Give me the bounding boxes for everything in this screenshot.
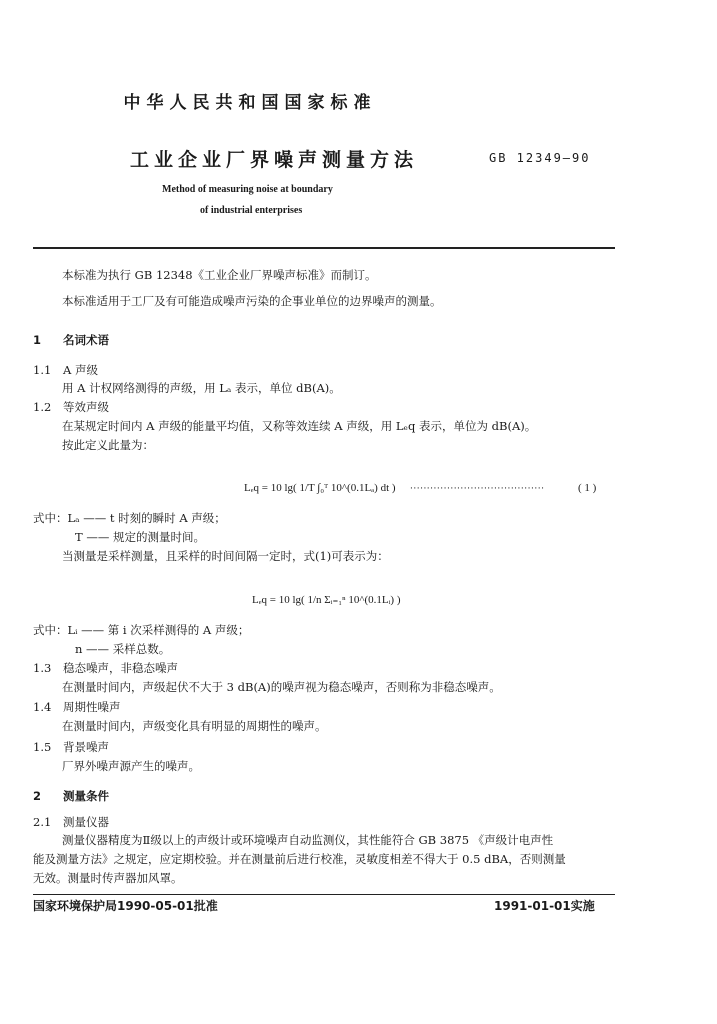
section-number: 2	[33, 789, 42, 803]
where-item: Lₐ —— t 时刻的瞬时 A 声级；	[67, 511, 226, 525]
footer-rule	[33, 894, 615, 895]
subsection-number: 1.1	[33, 363, 52, 377]
subsection-1-2-body-1: 在某规定时间内 A 声级的能量平均值，又称等效连续 A 声级，用 Lₑq 表示，单位为 dB(A)。	[62, 419, 537, 433]
subsection-1-1-body: 用 A 计权网络测得的声级，用 Lₐ 表示，单位 dB(A)。	[62, 381, 341, 395]
effective-date: 1991-01-01实施	[494, 899, 595, 913]
subsection-1-2-body-3: 当测量是采样测量，且采样的时间间隔一定时，式(1)可表示为：	[62, 549, 389, 563]
formula-2-where-line-2: n —— 采样总数。	[75, 642, 171, 656]
subsection-number: 1.2	[33, 400, 52, 414]
subsection-1-5-body: 厂界外噪声源产生的噪声。	[62, 759, 200, 773]
formula-1-where-line-2: T —— 规定的测量时间。	[75, 530, 205, 544]
header-rule	[33, 247, 615, 249]
subsection-2-1-heading	[33, 814, 109, 830]
national-standard-heading: 中华人民共和国国家标准	[123, 93, 377, 113]
standard-number: GB 12349—90	[489, 151, 591, 165]
subsection-1-1-heading	[33, 362, 98, 378]
subsection-2-1-body-line-1: 测量仪器精度为Ⅱ级以上的声级计或环境噪声自动监测仪，其性能符合 GB 3875 《声级计电声性	[62, 833, 554, 847]
subsection-title: 等效声级	[63, 400, 109, 414]
formula-1-where-line-1	[33, 510, 226, 526]
where-label: 式中：	[33, 511, 68, 525]
subsection-2-1-body-line-3: 无效。测量时传声器加风罩。	[33, 871, 183, 885]
formula-2: Lₑq = 10 lg( 1/n Σᵢ₌₁ⁿ 10^(0.1Lᵢ) )	[252, 594, 401, 606]
section-number: 1	[33, 333, 42, 347]
formula-2-where-line-1: 式中：Lᵢ —— 第 i 次采样测得的 A 声级；	[33, 623, 250, 637]
subsection-1-4-body: 在测量时间内，声级变化具有明显的周期性的噪声。	[62, 719, 327, 733]
document-title: 工业企业厂界噪声测量方法	[130, 149, 419, 171]
subsection-1-4-heading	[33, 699, 121, 715]
subsection-title: 测量仪器	[63, 815, 109, 829]
subsection-title: 周期性噪声	[63, 700, 121, 714]
subsection-1-2-heading	[33, 399, 109, 415]
subsection-1-3-heading	[33, 660, 178, 676]
english-title-line1: Method of measuring noise at boundary	[162, 184, 333, 195]
subsection-1-2-body-2: 按此定义此量为：	[62, 438, 154, 452]
section-title: 名词术语	[63, 333, 109, 347]
approval-date: 国家环境保护局1990-05-01批准	[33, 899, 218, 913]
subsection-number: 2.1	[33, 815, 52, 829]
intro-paragraph-2: 本标准适用于工厂及有可能造成噪声污染的企事业单位的边界噪声的测量。	[62, 294, 442, 308]
section-2-heading	[33, 788, 109, 804]
formula-leader-dots: ········································	[410, 484, 545, 494]
intro-paragraph-1: 本标准为执行 GB 12348《工业企业厂界噪声标准》而制订。	[62, 268, 377, 282]
section-1-heading	[33, 332, 109, 348]
section-title: 测量条件	[63, 789, 109, 803]
subsection-title: A 声级	[63, 363, 98, 377]
formula-1-number: ( 1 )	[578, 482, 597, 494]
subsection-title: 背景噪声	[63, 740, 109, 754]
subsection-2-1-body-line-2: 能及测量方法》之规定，应定期校验。并在测量前后进行校准，灵敏度相差不得大于 0.5 dBA，否则测量	[33, 852, 566, 866]
english-title-line2: of industrial enterprises	[200, 205, 303, 216]
subsection-title: 稳态噪声，非稳态噪声	[63, 661, 178, 675]
subsection-number: 1.4	[33, 700, 52, 714]
subsection-1-5-heading	[33, 739, 109, 755]
subsection-number: 1.5	[33, 740, 52, 754]
formula-1: Lₑq = 10 lg( 1/T ∫₀ᵀ 10^(0.1Lₐ) dt )	[244, 482, 396, 494]
subsection-1-3-body: 在测量时间内，声级起伏不大于 3 dB(A)的噪声视为稳态噪声，否则称为非稳态噪声。	[62, 680, 501, 694]
subsection-number: 1.3	[33, 661, 52, 675]
